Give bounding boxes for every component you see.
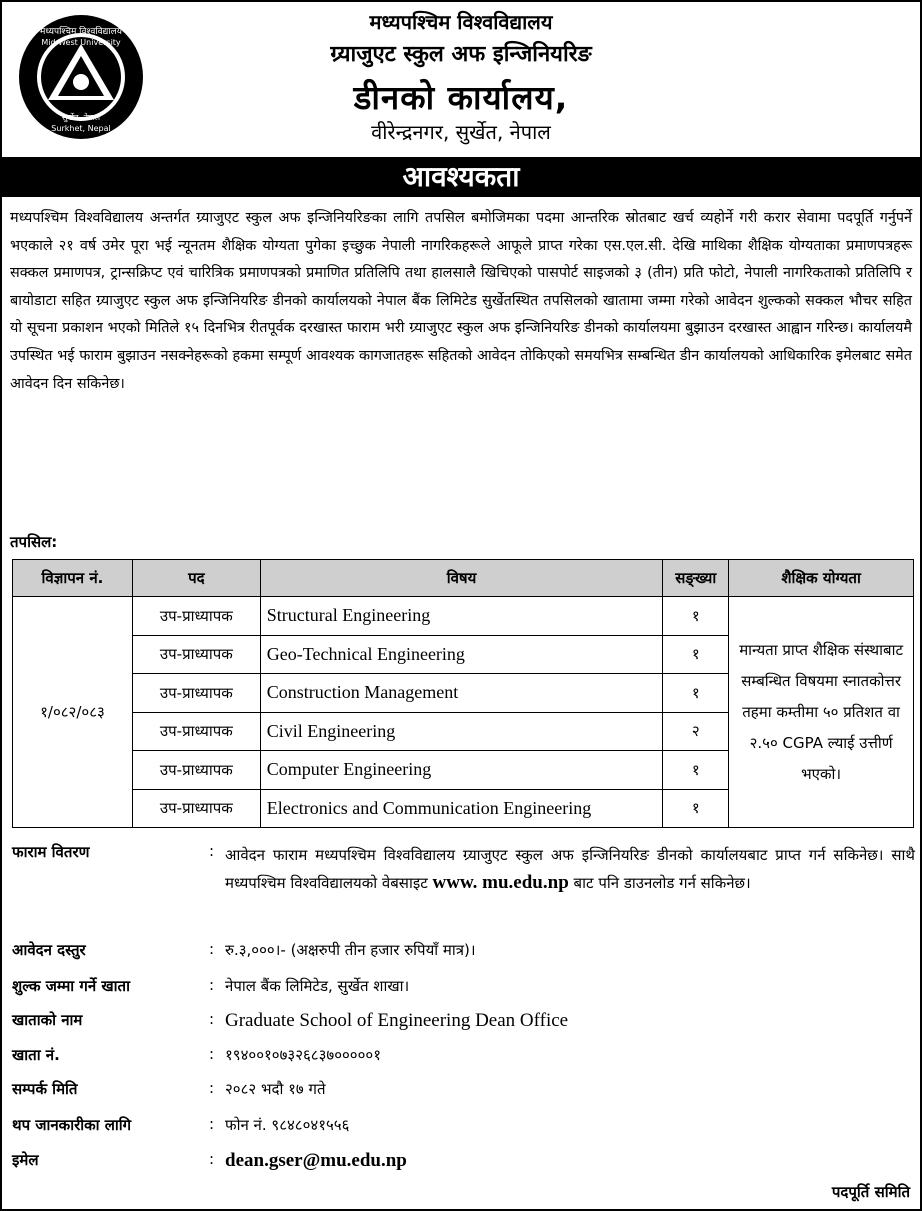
- table-row: [13, 597, 914, 636]
- school-name: ग्र्याजुएट स्कुल अफ इन्जिनियरिङ: [330, 42, 592, 67]
- more-info-row: [12, 1115, 917, 1143]
- account-number-row: [12, 1045, 917, 1073]
- colon: :: [209, 1150, 215, 1168]
- header-advert-no: विज्ञापन नं.: [13, 560, 133, 597]
- header: [2, 2, 920, 152]
- signature-committee: पदपूर्ति समिति: [831, 1183, 910, 1201]
- row-subject: Electronics and Communication Engineering: [260, 789, 662, 828]
- row-count: १: [663, 674, 729, 713]
- phone-value: फोन नं. ९८४८०४१५५६: [225, 1116, 350, 1134]
- account-name-label: खाताको नाम: [12, 1011, 83, 1029]
- logo-text-nepali-bottom: सुर्खेत, नेपाल: [61, 113, 101, 122]
- form-distribution-label: फाराम वितरण: [12, 843, 90, 861]
- account-number-value: १९४००१०७३२६८३७०००००१: [225, 1046, 382, 1064]
- contact-date-label: सम्पर्क मिति: [12, 1080, 78, 1098]
- header-subject: विषय: [260, 560, 662, 597]
- header-post: पद: [132, 560, 260, 597]
- tapasil-label: तपसिल:: [10, 533, 58, 551]
- fee-row: [12, 940, 917, 968]
- row-subject: Computer Engineering: [260, 751, 662, 790]
- row-count: २: [663, 712, 729, 751]
- colon: :: [209, 1079, 215, 1097]
- university-name: मध्यपश्चिम विश्वविद्यालय: [369, 10, 553, 34]
- colon: :: [209, 842, 215, 860]
- colon: :: [209, 1010, 215, 1028]
- form-text-a: आवेदन फाराम मध्यपश्चिम विश्वविद्यालय ग्र्याजुएट स्कुल अफ इन्जिनियरिङ डीनको कार्यालयबाट प्राप्त गर्न सकिनेछ। साथै मध्यपश्चिम विश्वविद्यालयको वेबसाइट: [225, 846, 915, 892]
- email-row: [12, 1150, 917, 1178]
- row-post: उप-प्राध्यापक: [132, 597, 260, 636]
- contact-date-row: [12, 1079, 917, 1107]
- colon: :: [209, 940, 215, 958]
- advert-number: १/०८२/०८३: [13, 597, 133, 828]
- colon: :: [209, 1045, 215, 1063]
- row-count: १: [663, 789, 729, 828]
- vacancy-table: [12, 559, 914, 828]
- account-name-value: Graduate School of Engineering Dean Office: [225, 1010, 569, 1031]
- row-subject: Construction Management: [260, 674, 662, 713]
- header-count: सङ्ख्या: [663, 560, 729, 597]
- form-distribution-value: [225, 842, 915, 897]
- row-subject: Geo-Technical Engineering: [260, 635, 662, 674]
- fee-value: रु.३,०००।- (अक्षरुपी तीन हजार रुपियाँ मात्र)।: [225, 941, 476, 959]
- form-distribution-row: [12, 842, 917, 932]
- email-link[interactable]: dean.gser@mu.edu.np: [225, 1150, 407, 1171]
- colon: :: [209, 976, 215, 994]
- qualification-text: मान्यता प्राप्त शैक्षिक संस्थाबाट सम्बन्धित विषयमा स्नातकोत्तर तहमा कम्तीमा ५० प्रतिशत वा २.५० CGPA ल्याई उत्तीर्ण भएको।: [729, 597, 914, 828]
- form-text-b: बाट पनि डाउनलोड गर्न सकिनेछ।: [573, 874, 751, 892]
- account-row: [12, 976, 917, 1004]
- website-link[interactable]: www. mu.edu.np: [432, 872, 569, 893]
- account-value: नेपाल बैंक लिमिटेड, सुर्खेत शाखा।: [225, 977, 410, 995]
- row-subject: Structural Engineering: [260, 597, 662, 636]
- row-count: १: [663, 751, 729, 790]
- row-post: उप-प्राध्यापक: [132, 712, 260, 751]
- header-qualification: शैक्षिक योग्यता: [729, 560, 914, 597]
- table-header-row: [13, 560, 914, 597]
- logo-text-nepali-top: मध्यपश्चिम विश्वविद्यालय: [39, 27, 123, 37]
- account-name-row: [12, 1010, 917, 1038]
- row-post: उप-प्राध्यापक: [132, 751, 260, 790]
- logo-text-bottom: Surkhet, Nepal: [51, 124, 111, 133]
- colon: :: [209, 1115, 215, 1133]
- body-paragraph: मध्यपश्चिम विश्वविद्यालय अन्तर्गत ग्र्याजुएट स्कुल अफ इन्जिनियरिङका लागि तपसिल बमोजिमका पदमा आन्तरिक स्रोतबाट खर्च व्यहोर्ने गरी करार सेवामा पदपूर्ति गर्नुपर्ने भएकाले २१ वर्ष उमेर पूरा भई न्यूनतम शैक्षिक योग्यता पुगेका इच्छुक नेपाली नागरिकहरूले आफूले प्राप्त गरेका एस.एल.सी. देखि माथिका शैक्षिक योग्यताका प्रमाणपत्रहरू सक्कल प्रमाणपत्र, ट्रान्सक्रिप्ट एवं चारित्रिक प्रमाणपत्रको प्रमाणित प्रतिलिपि तथा हालसालै खिचिएको पासपोर्ट साइजको ३ (तीन) प्रति फोटो, नेपाली नागरिकताको प्रतिलिपि र बायोडाटा सहित ग्र्याजुएट स्कुल अफ इन्जिनियरिङ डीनको कार्यालयको नेपाल बैंक लिमिटेड सुर्खेतस्थित तपसिलको खातामा जम्मा गरेको आवेदन शुल्कको सक्कल भौचर सहित यो सूचना प्रकाशन भएको मितिले १५ दिनभित्र रीतपूर्वक दरखास्त फाराम भरी ग्र्याजुएट स्कुल अफ इन्जिनियरिङ डीनको कार्यालयमा बुझाउन दरखास्त आह्वान गरिन्छ। कार्यालयमै उपस्थित भई फाराम बुझाउन नसक्नेहरूको हकमा सम्पूर्ण आवश्यक कागजातहरू सहितको आवेदन तोकिएको समयभित्र सम्बन्धित डीन कार्यालयको आधिकारिक इमेलबाट समेत आवेदन दिन सकिनेछ।: [10, 210, 912, 392]
- account-label: शुल्क जम्मा गर्ने खाता: [12, 977, 130, 995]
- fee-label: आवेदन दस्तुर: [12, 941, 86, 959]
- row-subject: Civil Engineering: [260, 712, 662, 751]
- row-count: १: [663, 597, 729, 636]
- office-name: डीनको कार्यालय,: [353, 78, 569, 117]
- row-count: १: [663, 635, 729, 674]
- row-post: उप-प्राध्यापक: [132, 674, 260, 713]
- account-number-label: खाता नं.: [12, 1046, 60, 1064]
- logo-text-top: Mid-West University: [41, 38, 121, 47]
- row-post: उप-प्राध्यापक: [132, 789, 260, 828]
- notice-title: आवश्यकता: [2, 157, 920, 197]
- row-post: उप-प्राध्यापक: [132, 635, 260, 674]
- more-info-label: थप जानकारीका लागि: [12, 1116, 132, 1134]
- contact-date-value: २०८२ भदौ १७ गते: [225, 1080, 326, 1098]
- email-label: इमेल: [12, 1151, 39, 1169]
- office-address: वीरेन्द्रनगर, सुर्खेत, नेपाल: [371, 120, 551, 144]
